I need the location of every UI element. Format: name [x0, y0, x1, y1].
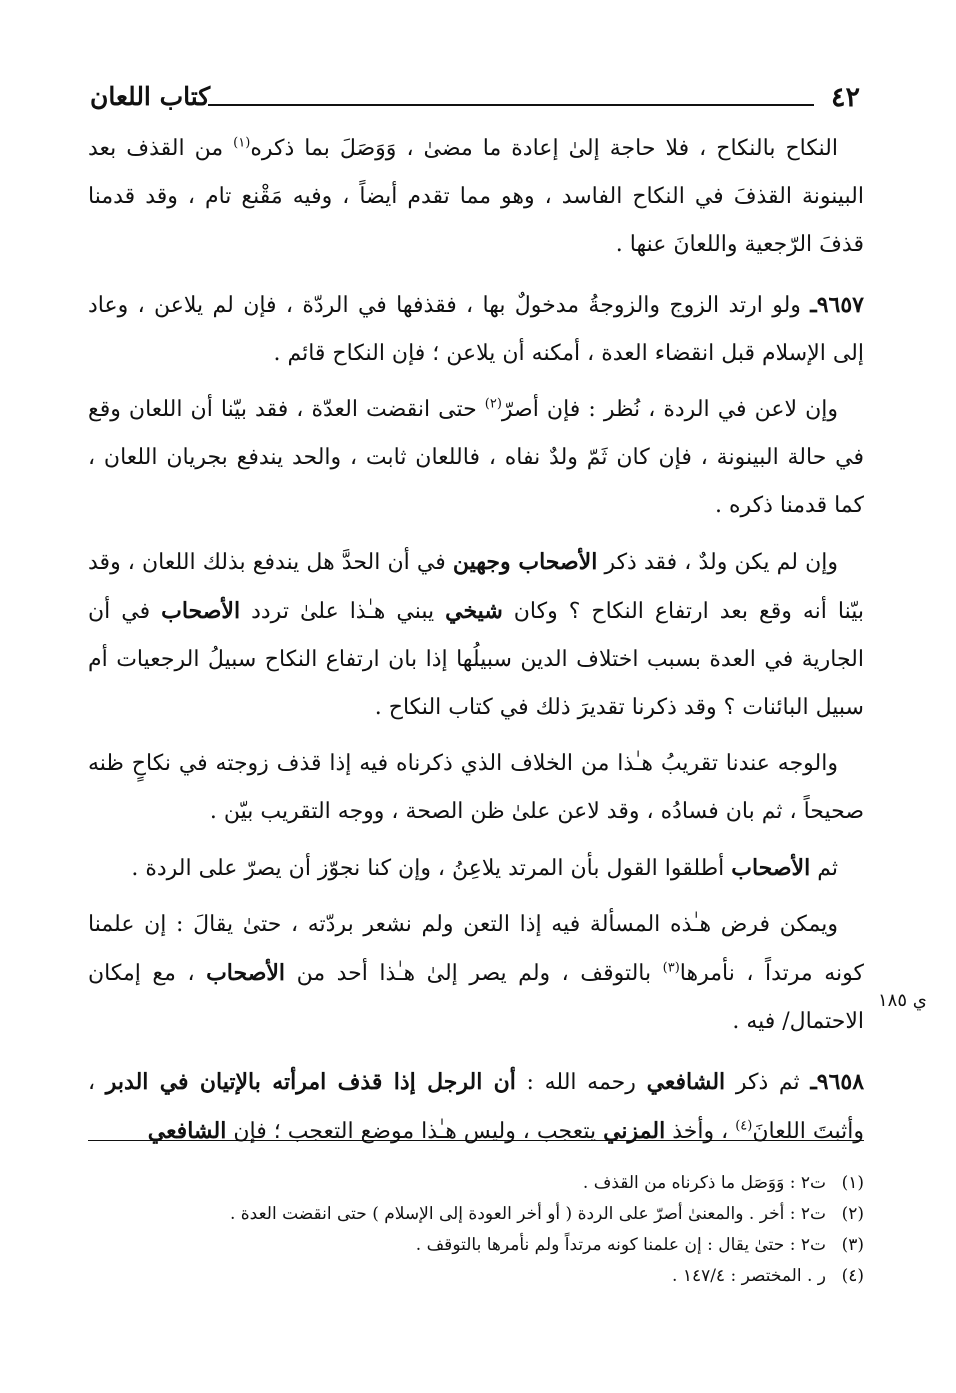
footnote-mark: (١)	[841, 1173, 864, 1193]
text-run: رحمه الله :	[515, 1070, 647, 1095]
header-rule	[208, 104, 814, 106]
text-run: بالتوقف ، ولم يصر إلىٰ هـٰذا أحد من	[285, 961, 663, 986]
paragraph	[88, 844, 864, 893]
bold-term: أن الرجل إذا قذف امرأته بالإتيان في الدبر	[105, 1069, 516, 1095]
footnote-rule	[88, 1140, 864, 1141]
paragraph	[88, 125, 864, 269]
footnote-mark: (٣)	[841, 1235, 864, 1255]
text-run: ثم	[810, 856, 838, 881]
text-run: ، وأخذ	[665, 1119, 736, 1144]
paragraph	[88, 386, 864, 530]
text-run: يتعجب ، وليس هـٰذا موضع التعجب ؛ فإن	[226, 1119, 604, 1144]
running-title: كتاب اللعان	[90, 82, 211, 111]
bold-term: المزني	[603, 1118, 666, 1144]
text-run: ويمكن فرض هـٰذه المسألة فيه إذا التعن ولم نشعر بردّته ، حتىٰ يقالَ : إن علمنا كونه مرتداً ، نأمرها	[88, 912, 864, 986]
issue-number: ٩٦٥٨ـ	[810, 1069, 865, 1095]
footnote-ref: (١)	[233, 135, 251, 151]
footnote-mark: (٤)	[841, 1266, 864, 1286]
footnote-ref: (٢)	[484, 396, 502, 412]
page-header	[90, 78, 860, 118]
text-run: أطلقوا القول بأن المرتد يلاعِنُ ، وإن كنا نجوّز أن يصرّ على الردة .	[131, 856, 732, 881]
text-run: والوجه عندنا تقريبُ هـٰذا من الخلاف الذي ذكرناه فيه إذا قذف زوجته في نكاحٍ ظنه صحيحاً ، ثم بان فسادُه ، وقد لاعن علىٰ ظن الصحة ، ووجه التقريب بيّن .	[88, 751, 864, 824]
footnote-text: ت٢ : وَوَصَل ما ذكرناه من القذف .	[582, 1173, 826, 1193]
text-run: ولو ارتد الزوج والزوجةُ مدخولٌ بها ، فقذفها في الردّة ، فإن لم يلاعن ، وعاد إلى الإسلام قبل انقضاء العدة ، أمكنه أن يلاعن ؛ فإن النكاح قائم .	[88, 293, 864, 366]
footnote	[88, 1199, 864, 1230]
numbered-paragraph	[88, 281, 864, 378]
numbered-paragraph	[88, 1058, 864, 1156]
text-run: يبني هـٰذا علىٰ تردد	[240, 599, 446, 624]
text-run: في أن الجارية في العدة بسبب اختلاف الدين سبيلُها إذا بان ارتفاع النكاح سبيلُ الرجعيات أم سبيل البائنات ؟ وقد ذكرنا تقديرَ ذلك في كتاب النكاح .	[88, 599, 864, 720]
text-run: في أن الحدَّ هل يندفع بذلك اللعان ، وقد بيّنا أنه وقع بعد ارتفاع النكاح ؟ وكان	[88, 550, 864, 624]
footnote-mark: (٢)	[841, 1204, 864, 1224]
bold-term: الأصحاب	[161, 598, 241, 624]
issue-number: ٩٦٥٧ـ	[810, 292, 864, 318]
footnote-text: ر . المختصر : ١٤٧/٤ .	[672, 1266, 826, 1286]
paragraph	[88, 538, 864, 732]
body-text	[88, 125, 864, 1164]
paragraph	[88, 901, 864, 1046]
footnote-text: ت٢ : أخر . والمعنىٰ أصرّ على الردة ( أو أخر العودة إلى الإسلام ) حتى انقضت العدة .	[229, 1204, 826, 1224]
footnote-ref: (٤)	[735, 1118, 753, 1134]
footnote	[88, 1230, 864, 1261]
text-run: وإن لاعن في الردة ، نُظر : فإن أصرّ	[501, 397, 838, 422]
text-run: وإن لم يكن ولدٌ ، فقد ذكر	[597, 550, 838, 575]
bold-term: الأصحاب وجهين	[452, 549, 598, 575]
footnote	[88, 1261, 864, 1292]
text-run: ، وأثبتَ اللعانَ	[88, 1070, 864, 1144]
page-number: ٤٢	[830, 82, 860, 113]
bold-term: شيخي	[445, 598, 503, 624]
paragraph	[88, 740, 864, 836]
bold-term: الشافعي	[646, 1069, 726, 1095]
bold-term: الشافعي	[147, 1118, 227, 1144]
footnote	[88, 1168, 864, 1199]
footnote-text: ت٢ : حتىٰ يقال : إن علمنا كونه مرتداً ولم نأمرها بالتوقف .	[415, 1235, 826, 1255]
text-run: ، مع إمكان الاحتمال/ فيه .	[88, 961, 864, 1034]
footnote-ref: (٣)	[662, 960, 680, 976]
text-run: النكاح بالنكاح ، فلا حاجة إلىٰ إعادة ما مضىٰ ، وَوَصَلَ بما ذكره	[250, 136, 838, 161]
bold-term: الأصحاب	[731, 855, 811, 881]
footnotes	[88, 1168, 864, 1292]
text-run: حتى انقضت العدّة ، فقد بيّنا أن اللعان وقع في حالة البينونة ، فإن كان ثَمّ ولدٌ نفاه ، فاللعان ثابت ، والحد يندفع بجريان اللعان ، كما قدمنا ذكره .	[88, 397, 864, 518]
margin-note: ي ١٨٥	[878, 990, 927, 1011]
text-run: ثم ذكر	[725, 1070, 811, 1095]
bold-term: الأصحاب	[206, 960, 286, 986]
text-run: من القذف بعد البينونة القذفَ في النكاح الفاسد ، وهو مما تقدم أيضاً ، وفيه مَقْنع تام ، وقد قدمنا قذفَ الرّجعية واللعانَ عنها .	[88, 136, 864, 257]
